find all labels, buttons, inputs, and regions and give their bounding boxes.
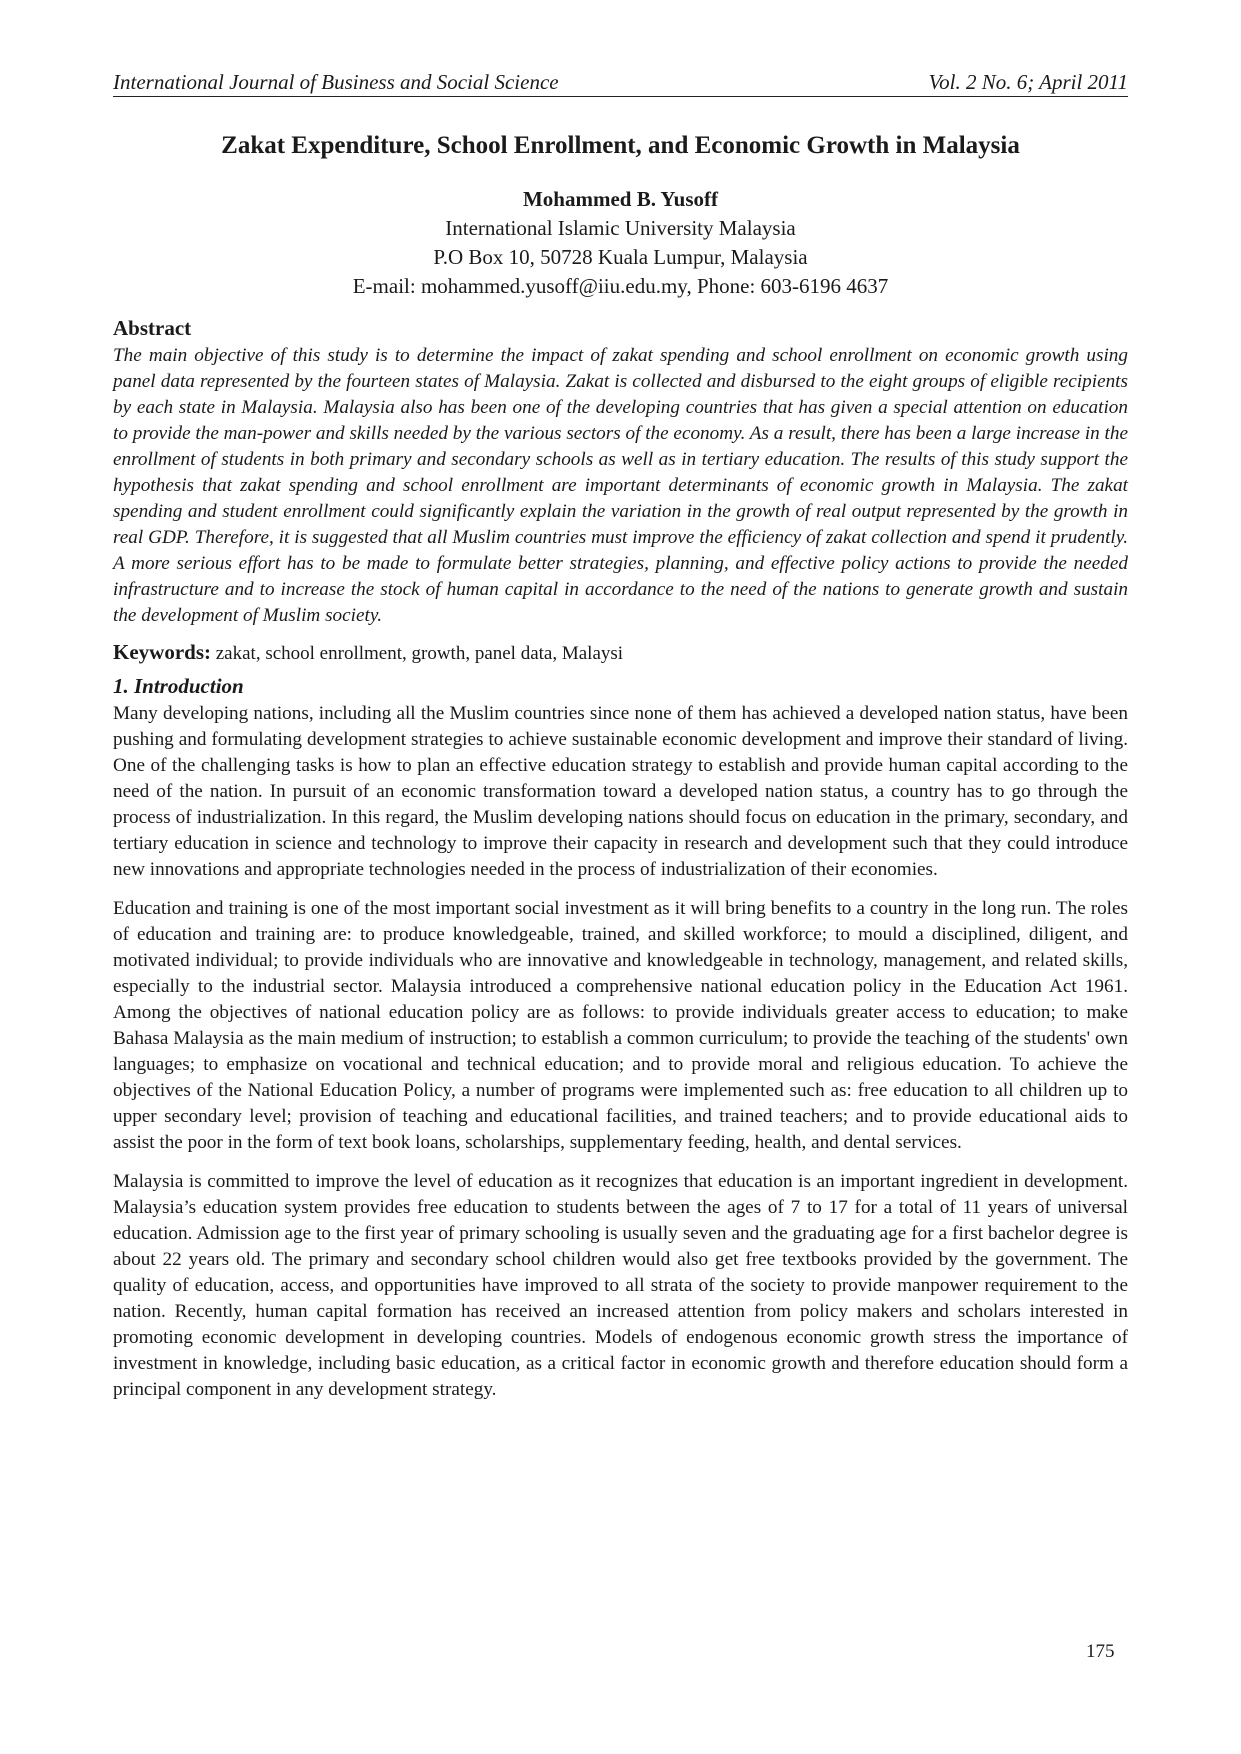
keywords — [113, 639, 1128, 667]
intro-paragraph-3: Malaysia is committed to improve the level of education as it recognizes that education is an important ingredient in development. Malaysia’s education system provides free education to students between the ages of 7 to 17 for a total of 11 years of universal education. Admission age to the first year of primary schooling is usually seven and the graduating age for a first bachelor degree is about 22 years old. The primary and secondary school children would also get free textbooks provided by the government. The quality of education, access, and opportunities have improved to all strata of the society to provide manpower requirement to the nation. Recently, human capital formation has received an increased attention from policy makers and scholars interested in promoting economic development in developing countries. Models of endogenous economic growth stress the importance of investment in knowledge, including basic education, as a critical factor in economic growth and therefore education should form a principal component in any development strategy. — [113, 1171, 1128, 1400]
paper-title: Zakat Expenditure, School Enrollment, and Economic Growth in Malaysia — [221, 132, 1020, 159]
author-affiliation: International Islamic University Malaysia — [445, 216, 796, 240]
author-block — [113, 184, 1128, 301]
abstract-text: The main objective of this study is to determine the impact of zakat spending and school enrollment on economic growth using panel data represented by the fourteen states of Malaysia. Zakat is collected and disbursed to the eight groups of eligible recipients by each state in Malaysia. Malaysia also has been one of the developing countries that has given a special attention on education to provide the man-power and skills needed by the various sectors of the economy. As a result, there has been a large increase in the enrollment of students in both primary and secondary schools as well as in tertiary education. The results of this study support the hypothesis that zakat spending and school enrollment are important determinants of economic growth in Malaysia. The zakat spending and student enrollment could significantly explain the variation in the growth of real output represented by the growth in real GDP. Therefore, it is suggested that all Muslim countries must improve the efficiency of zakat collection and spend it prudently. A more serious effort has to be made to formulate better strategies, planning, and effective policy actions to provide the needed infrastructure and to increase the stock of human capital in accordance to the need of the nations to generate growth and sustain the development of Muslim society. — [113, 345, 1128, 626]
keywords-label: Keywords: — [113, 640, 211, 664]
intro-paragraph-2: Education and training is one of the most important social investment as it will bring benefits to a country in the long run. The roles of education and training are: to produce knowledgeable, trained, and skilled workforce; to mould a disciplined, diligent, and motivated individual; to provide individuals who are innovative and knowledgeable in technology, management, and related skills, especially to the industrial sector. Malaysia introduced a comprehensive national education policy in the Education Act 1961. Among the objectives of national education policy are as follows: to provide individuals greater access to education; to make Bahasa Malaysia as the main medium of instruction; to establish a common curriculum; to provide the teaching of the students' own languages; to emphasize on vocational and technical education; and to provide moral and religious education. To achieve the objectives of the National Education Policy, a number of programs were implemented such as: free education to all children up to upper secondary level; provision of teaching and educational facilities, and trained teachers; and to provide educational aids to assist the poor in the form of text book loans, scholarships, supplementary feeding, health, and dental services. — [113, 898, 1128, 1153]
running-header — [113, 70, 1128, 97]
page-number: 175 — [1086, 1641, 1115, 1662]
introduction-heading: 1. Introduction — [113, 674, 244, 698]
abstract-heading: Abstract — [113, 316, 192, 340]
journal-name: International Journal of Business and Social Science — [113, 70, 559, 94]
author-contact: E-mail: mohammed.yusoff@iiu.edu.my, Phone: 603-6196 4637 — [352, 274, 889, 298]
intro-paragraph-1: Many developing nations, including all the Muslim countries since none of them has achieved a developed nation status, have been pushing and formulating development strategies to achieve sustainable economic development and improve their standard of living. One of the challenging tasks is how to plan an effective education strategy to establish and provide human capital according to the need of the nation. In pursuit of an economic transformation toward a developed nation status, a country has to go through the process of industrialization. In this regard, the Muslim developing nations should focus on education in the primary, secondary, and tertiary education in science and technology to improve their capacity in research and development such that they could introduce new innovations and appropriate technologies needed in the process of industrialization of their economies. — [113, 703, 1128, 880]
paper-page — [113, 70, 1128, 1403]
author-address: P.O Box 10, 50728 Kuala Lumpur, Malaysia — [433, 245, 808, 269]
author-name: Mohammed B. Yusoff — [522, 187, 719, 211]
volume-info: Vol. 2 No. 6; April 2011 — [928, 70, 1128, 94]
keywords-text: zakat, school enrollment, growth, panel data, Malaysi — [215, 643, 624, 664]
